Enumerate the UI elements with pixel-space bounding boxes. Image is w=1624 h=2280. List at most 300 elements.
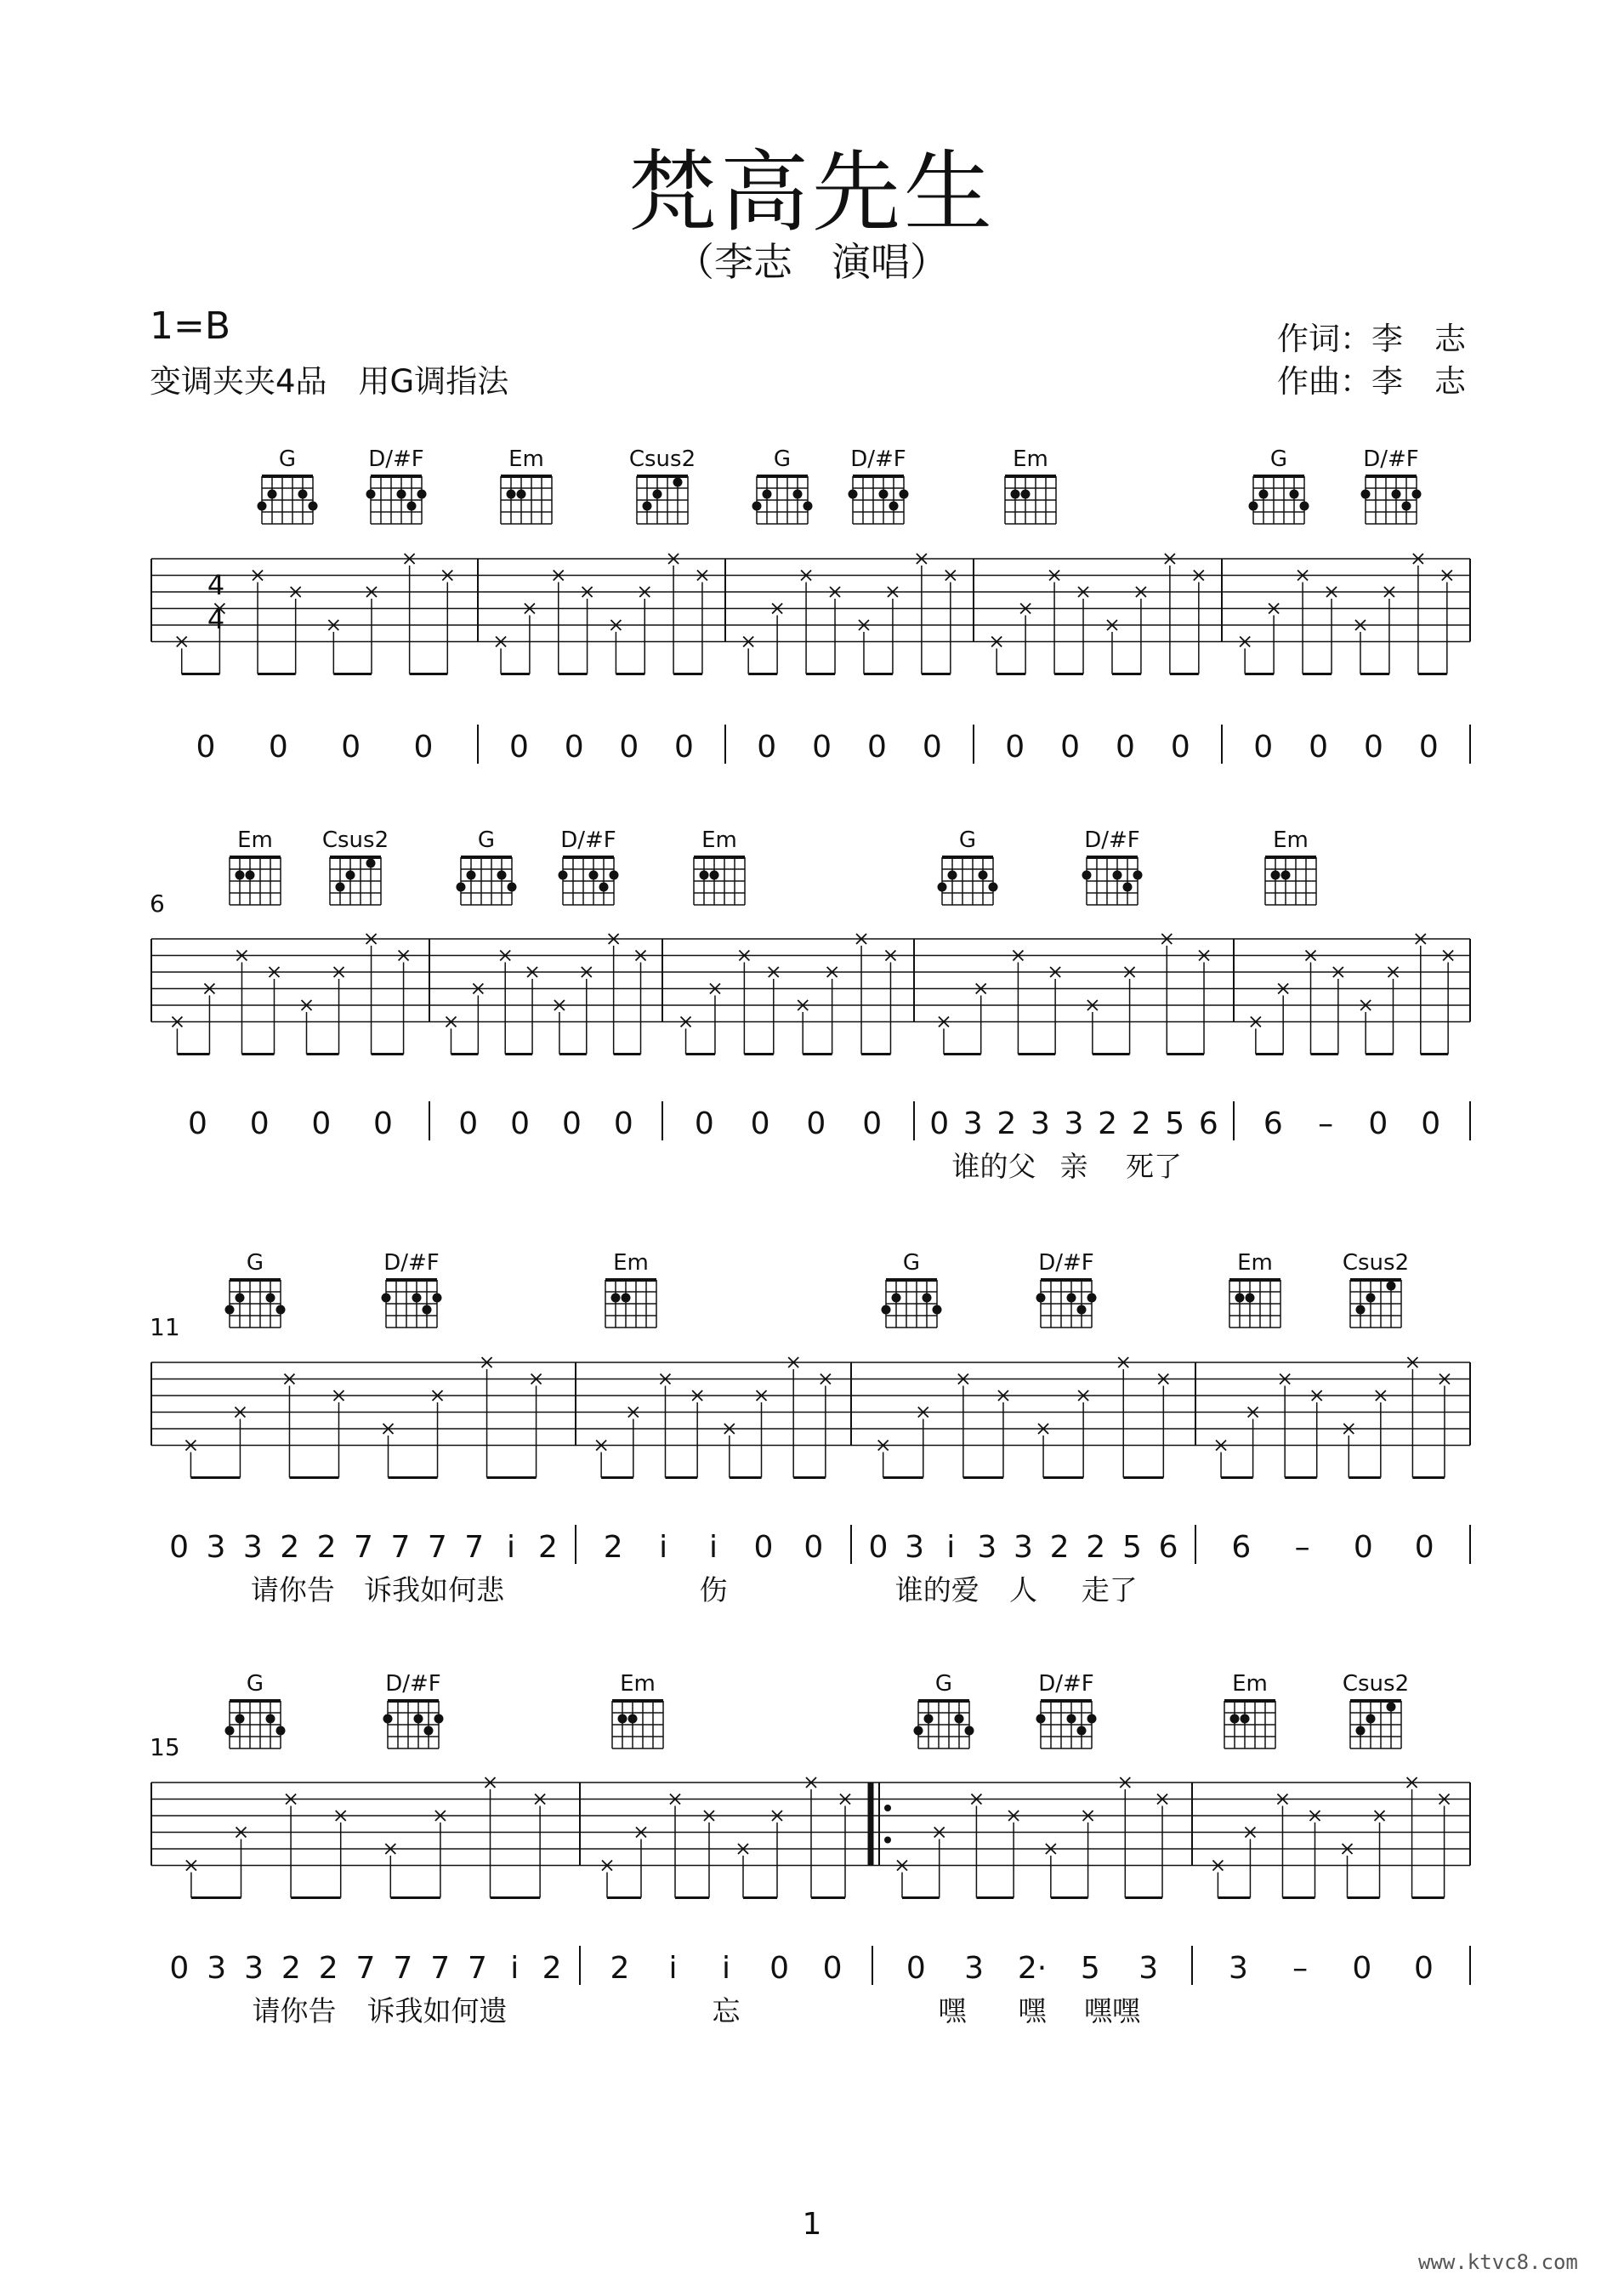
jianpu-note: 0 bbox=[694, 1106, 714, 1141]
jianpu-note: 0 bbox=[1414, 1530, 1434, 1565]
finger-dot bbox=[1259, 490, 1269, 499]
chord-row bbox=[230, 827, 1316, 905]
chord-name: Csus2 bbox=[628, 446, 696, 472]
finger-dot bbox=[965, 1726, 974, 1736]
finger-dot bbox=[793, 490, 803, 499]
finger-dot bbox=[1387, 1703, 1396, 1712]
jianpu-note: 3 bbox=[964, 1951, 985, 1986]
finger-dot bbox=[618, 1714, 627, 1724]
chord-diagram bbox=[258, 446, 318, 524]
jianpu-note: 0 bbox=[1368, 1106, 1388, 1141]
jianpu-note: 3 bbox=[1014, 1530, 1033, 1565]
finger-dot bbox=[1366, 1294, 1376, 1303]
jianpu-note: 0 bbox=[1363, 730, 1383, 765]
finger-dot bbox=[653, 490, 662, 499]
chord-name: G bbox=[773, 446, 792, 472]
lyric-text: 伤 bbox=[699, 1573, 728, 1606]
jianpu-note: 2 bbox=[318, 1951, 338, 1986]
finger-dot bbox=[1356, 1726, 1366, 1736]
finger-dot bbox=[417, 490, 427, 499]
chord-name: Em bbox=[620, 1671, 656, 1697]
jianpu-note: 3 bbox=[977, 1530, 997, 1565]
chord-name: G bbox=[278, 446, 297, 472]
jianpu-note: 0 bbox=[868, 1530, 889, 1565]
performer-subtitle: （李志 演唱） bbox=[675, 239, 949, 285]
jianpu-note: 2· bbox=[1017, 1951, 1048, 1986]
finger-dot bbox=[1133, 871, 1143, 880]
finger-dot bbox=[1387, 1282, 1396, 1291]
jianpu-note: 5 bbox=[1080, 1951, 1100, 1986]
finger-dot bbox=[611, 1294, 621, 1303]
finger-dot bbox=[266, 1714, 275, 1724]
finger-dot bbox=[424, 1726, 434, 1736]
jianpu-note: 3 bbox=[962, 1106, 983, 1141]
finger-dot bbox=[236, 871, 245, 880]
jianpu-note: 0 bbox=[929, 1106, 950, 1141]
finger-dot bbox=[1067, 1294, 1076, 1303]
finger-dot bbox=[948, 871, 957, 880]
chord-name: Em bbox=[1013, 446, 1048, 472]
finger-dot bbox=[1246, 1294, 1255, 1303]
chord-name: Em bbox=[1273, 827, 1309, 853]
repeat-dot bbox=[884, 1805, 891, 1811]
finger-dot bbox=[457, 883, 466, 892]
jianpu-note: 0 bbox=[341, 730, 361, 765]
jianpu-note: 7 bbox=[390, 1530, 411, 1565]
repeat-dot bbox=[884, 1837, 891, 1844]
jianpu-note: 0 bbox=[1060, 730, 1081, 765]
chord-name: G bbox=[246, 1671, 264, 1697]
finger-dot bbox=[1392, 490, 1401, 499]
chord-diagram bbox=[1036, 1250, 1097, 1328]
jianpu-note: 0 bbox=[373, 1106, 393, 1141]
jianpu-note: 3 bbox=[242, 1530, 263, 1565]
jianpu-note: i bbox=[659, 1530, 668, 1565]
chord-diagram bbox=[1229, 1250, 1280, 1328]
finger-dot bbox=[246, 871, 255, 880]
finger-dot bbox=[643, 502, 652, 511]
jianpu-note: 2 bbox=[542, 1951, 562, 1986]
chord-diagram bbox=[559, 827, 619, 905]
finger-dot bbox=[236, 1294, 245, 1303]
chord-name: D/#F bbox=[1038, 1250, 1094, 1276]
finger-dot bbox=[433, 1294, 442, 1303]
jianpu-row bbox=[169, 1946, 1470, 2027]
finger-dot bbox=[933, 1305, 942, 1315]
finger-dot bbox=[1077, 1305, 1087, 1315]
lyric-text: 忘 bbox=[712, 1994, 741, 2027]
chord-diagram bbox=[366, 446, 427, 524]
finger-dot bbox=[276, 1726, 286, 1736]
jianpu-note: 7 bbox=[354, 1530, 373, 1565]
finger-dot bbox=[924, 1714, 934, 1724]
chord-name: Csus2 bbox=[1342, 1671, 1410, 1697]
finger-dot bbox=[497, 871, 507, 880]
jianpu-note: 0 bbox=[674, 730, 694, 765]
chord-name: Em bbox=[701, 827, 737, 853]
finger-dot bbox=[673, 478, 683, 487]
time-signature-top: 4 bbox=[207, 569, 225, 601]
finger-dot bbox=[1067, 1714, 1076, 1724]
finger-dot bbox=[1235, 1294, 1245, 1303]
jianpu-note: 0 bbox=[196, 730, 216, 765]
jianpu-note: 3 bbox=[244, 1951, 264, 1986]
chord-name: D/#F bbox=[385, 1671, 441, 1697]
jianpu-note: 0 bbox=[510, 1106, 531, 1141]
jianpu-row bbox=[196, 725, 1470, 765]
chord-diagram bbox=[612, 1671, 663, 1748]
finger-dot bbox=[467, 871, 476, 880]
finger-dot bbox=[366, 859, 376, 868]
page-number: 1 bbox=[802, 2207, 822, 2242]
jianpu-note: 6 bbox=[1263, 1106, 1283, 1141]
jianpu-note: 0 bbox=[812, 730, 832, 765]
jianpu-note: 0 bbox=[169, 1951, 190, 1986]
jianpu-note: 0 bbox=[1309, 730, 1329, 765]
finger-dot bbox=[752, 502, 762, 511]
chord-name: D/#F bbox=[1084, 827, 1140, 853]
jianpu-note: 2 bbox=[316, 1530, 337, 1565]
chord-diagram bbox=[1005, 446, 1056, 524]
finger-dot bbox=[989, 883, 998, 892]
jianpu-note: 3 bbox=[207, 1951, 227, 1986]
site-watermark: www.ktvc8.com bbox=[1418, 2250, 1578, 2274]
lyric-text: 请你告 bbox=[252, 1994, 337, 2027]
chord-diagram bbox=[1265, 827, 1316, 905]
chord-diagram bbox=[914, 1671, 974, 1748]
finger-dot bbox=[889, 502, 899, 511]
jianpu-note: 0 bbox=[906, 1951, 926, 1986]
finger-dot bbox=[1271, 871, 1280, 880]
finger-dot bbox=[700, 871, 709, 880]
jianpu-note: 0 bbox=[1005, 730, 1025, 765]
finger-dot bbox=[225, 1726, 235, 1736]
chord-diagram bbox=[322, 827, 389, 905]
chord-diagram bbox=[752, 446, 813, 524]
jianpu-note: 0 bbox=[866, 730, 887, 765]
jianpu-note: 2 bbox=[603, 1530, 623, 1565]
chord-diagram bbox=[1249, 446, 1309, 524]
chord-diagram bbox=[1224, 1671, 1275, 1748]
finger-dot bbox=[1281, 871, 1291, 880]
finger-dot bbox=[1123, 883, 1133, 892]
jianpu-note: 0 bbox=[806, 1106, 826, 1141]
finger-dot bbox=[849, 490, 858, 499]
jianpu-note: 2 bbox=[281, 1951, 301, 1986]
finger-dot bbox=[1087, 1294, 1097, 1303]
time-signature-bottom: 4 bbox=[207, 603, 225, 635]
jianpu-note: 0 bbox=[757, 730, 777, 765]
jianpu-note: 0 bbox=[822, 1951, 843, 1986]
finger-dot bbox=[1249, 502, 1258, 511]
finger-dot bbox=[1011, 490, 1020, 499]
finger-dot bbox=[298, 490, 308, 499]
jianpu-note: 0 bbox=[619, 730, 639, 765]
finger-dot bbox=[1036, 1294, 1046, 1303]
chord-name: D/#F bbox=[560, 827, 616, 853]
chord-diagram bbox=[849, 446, 909, 524]
finger-dot bbox=[266, 1294, 275, 1303]
jianpu-note: 0 bbox=[458, 1106, 479, 1141]
finger-dot bbox=[879, 490, 889, 499]
lyric-text: 嘿 bbox=[938, 1994, 967, 2027]
chord-name: Csus2 bbox=[321, 827, 389, 853]
system-number: 15 bbox=[150, 1733, 180, 1761]
chord-name: G bbox=[246, 1250, 264, 1276]
finger-dot bbox=[1241, 1714, 1250, 1724]
jianpu-note: 3 bbox=[1139, 1951, 1159, 1986]
capo-instruction: 变调夹夹4品 用G调指法 bbox=[150, 363, 509, 400]
finger-dot bbox=[258, 502, 267, 511]
finger-dot bbox=[882, 1305, 891, 1315]
finger-dot bbox=[1290, 490, 1299, 499]
finger-dot bbox=[589, 871, 599, 880]
chord-diagram bbox=[225, 1250, 286, 1328]
chord-diagram bbox=[694, 827, 745, 905]
jianpu-note: 0 bbox=[509, 730, 529, 765]
chord-name: G bbox=[902, 1250, 921, 1276]
jianpu-note: 7 bbox=[430, 1951, 451, 1986]
lyric-text: 谁的父 bbox=[951, 1150, 1036, 1183]
jianpu-note: 0 bbox=[188, 1106, 207, 1141]
finger-dot bbox=[423, 1305, 432, 1315]
finger-dot bbox=[346, 871, 355, 880]
finger-dot bbox=[1082, 871, 1092, 880]
chord-name: Em bbox=[1232, 1671, 1268, 1697]
finger-dot bbox=[979, 871, 988, 880]
lyric-text: 死了 bbox=[1126, 1150, 1182, 1183]
jianpu-note: 0 bbox=[1115, 730, 1135, 765]
finger-dot bbox=[1412, 490, 1422, 499]
jianpu-note: 7 bbox=[427, 1530, 447, 1565]
finger-dot bbox=[508, 883, 517, 892]
finger-dot bbox=[914, 1726, 923, 1736]
finger-dot bbox=[225, 1305, 235, 1315]
finger-dot bbox=[397, 490, 406, 499]
chord-row bbox=[225, 1671, 1410, 1748]
finger-dot bbox=[336, 883, 345, 892]
jianpu-note: i bbox=[510, 1951, 520, 1986]
jianpu-note: 0 bbox=[561, 1106, 582, 1141]
lyric-text: 谁的爱 bbox=[894, 1573, 980, 1606]
jianpu-note: 0 bbox=[1353, 1530, 1373, 1565]
jianpu-note: 0 bbox=[803, 1530, 824, 1565]
jianpu-note: 2 bbox=[610, 1951, 630, 1986]
finger-dot bbox=[1361, 490, 1371, 499]
jianpu-note: 0 bbox=[311, 1106, 332, 1141]
jianpu-row bbox=[169, 1525, 1470, 1606]
jianpu-note: 0 bbox=[769, 1951, 789, 1986]
lyric-text: 诉我如何遗 bbox=[366, 1994, 508, 2027]
tab-staff bbox=[151, 554, 1470, 674]
finger-dot bbox=[1087, 1714, 1097, 1724]
jianpu-note: 5 bbox=[1165, 1106, 1185, 1141]
chord-diagram bbox=[938, 827, 998, 905]
jianpu-note: 2 bbox=[280, 1530, 300, 1565]
chord-diagram bbox=[605, 1250, 656, 1328]
jianpu-note: 3 bbox=[206, 1530, 226, 1565]
finger-dot bbox=[507, 490, 516, 499]
jianpu-note: 0 bbox=[1170, 730, 1190, 765]
chord-name: Em bbox=[508, 446, 544, 472]
lyricist-credit: 作词：李 志 bbox=[1277, 321, 1466, 357]
jianpu-note: 3 bbox=[1030, 1106, 1050, 1141]
finger-dot bbox=[236, 1714, 245, 1724]
finger-dot bbox=[559, 871, 568, 880]
finger-dot bbox=[803, 502, 813, 511]
jianpu-note: 7 bbox=[464, 1530, 485, 1565]
system-number: 11 bbox=[150, 1313, 180, 1341]
jianpu-note: 6 bbox=[1158, 1530, 1178, 1565]
lyric-text: 人 bbox=[1009, 1573, 1037, 1606]
jianpu-note: 0 bbox=[862, 1106, 883, 1141]
finger-dot bbox=[1402, 502, 1411, 511]
finger-dot bbox=[276, 1305, 286, 1315]
finger-dot bbox=[622, 1294, 631, 1303]
chord-diagram bbox=[1082, 827, 1143, 905]
tab-staff bbox=[151, 1777, 1470, 1898]
lyric-text: 嘿嘿 bbox=[1084, 1994, 1140, 2027]
chord-diagram bbox=[501, 446, 552, 524]
chord-diagram bbox=[1343, 1671, 1409, 1748]
finger-dot bbox=[955, 1714, 964, 1724]
jianpu-note: 0 bbox=[613, 1106, 633, 1141]
key-signature: 1=B bbox=[150, 304, 231, 348]
jianpu-note: i bbox=[668, 1951, 678, 1986]
finger-dot bbox=[1113, 871, 1122, 880]
lyric-text: 请你告 bbox=[250, 1573, 335, 1606]
jianpu-note: 7 bbox=[468, 1951, 487, 1986]
system-number: 6 bbox=[150, 890, 165, 918]
chord-row bbox=[225, 1250, 1410, 1328]
finger-dot bbox=[382, 1294, 391, 1303]
finger-dot bbox=[383, 1714, 393, 1724]
chord-name: G bbox=[1269, 446, 1288, 472]
jianpu-note: 0 bbox=[1253, 730, 1274, 765]
jianpu-note: 2 bbox=[1086, 1530, 1106, 1565]
chord-diagram bbox=[882, 1250, 942, 1328]
jianpu-note: – bbox=[1294, 1530, 1310, 1565]
jianpu-note: 0 bbox=[249, 1106, 270, 1141]
finger-dot bbox=[1356, 1305, 1366, 1315]
chord-name: D/#F bbox=[1363, 446, 1419, 472]
finger-dot bbox=[628, 1714, 638, 1724]
jianpu-note: 0 bbox=[1421, 1106, 1441, 1141]
chord-row bbox=[258, 446, 1422, 524]
tab-staff bbox=[151, 934, 1470, 1055]
jianpu-note: 0 bbox=[922, 730, 942, 765]
finger-dot bbox=[366, 490, 376, 499]
jianpu-row bbox=[188, 1101, 1470, 1183]
chord-name: D/#F bbox=[1038, 1671, 1094, 1697]
chord-diagram bbox=[629, 446, 696, 524]
jianpu-note: – bbox=[1292, 1951, 1309, 1986]
finger-dot bbox=[710, 871, 719, 880]
finger-dot bbox=[268, 490, 277, 499]
chord-name: D/#F bbox=[850, 446, 906, 472]
chord-name: Em bbox=[613, 1250, 649, 1276]
jianpu-note: 0 bbox=[750, 1106, 770, 1141]
chord-name: Em bbox=[237, 827, 273, 853]
finger-dot bbox=[1300, 502, 1309, 511]
jianpu-note: 2 bbox=[997, 1106, 1017, 1141]
lyric-text: 走了 bbox=[1081, 1573, 1138, 1606]
jianpu-note: 0 bbox=[413, 730, 434, 765]
finger-dot bbox=[610, 871, 619, 880]
finger-dot bbox=[434, 1714, 444, 1724]
jianpu-note: 2 bbox=[1098, 1106, 1118, 1141]
jianpu-note: 2 bbox=[1131, 1106, 1151, 1141]
jianpu-note: i bbox=[946, 1530, 956, 1565]
chord-name: Csus2 bbox=[1342, 1250, 1410, 1276]
chord-diagram bbox=[225, 1671, 286, 1748]
finger-dot bbox=[763, 490, 772, 499]
finger-dot bbox=[938, 883, 947, 892]
finger-dot bbox=[309, 502, 318, 511]
chord-name: Em bbox=[1237, 1250, 1273, 1276]
lyric-text: 嘿 bbox=[1018, 1994, 1047, 2027]
chord-name: G bbox=[934, 1671, 953, 1697]
jianpu-note: 2 bbox=[1049, 1530, 1070, 1565]
chord-diagram bbox=[1036, 1671, 1097, 1748]
composer-credit: 作曲：李 志 bbox=[1277, 363, 1466, 400]
jianpu-note: 3 bbox=[1064, 1106, 1084, 1141]
chord-name: G bbox=[958, 827, 977, 853]
jianpu-note: i bbox=[708, 1530, 718, 1565]
finger-dot bbox=[407, 502, 417, 511]
jianpu-note: 5 bbox=[1121, 1530, 1142, 1565]
jianpu-note: 0 bbox=[1414, 1951, 1434, 1986]
lyric-text: 诉我如何悲 bbox=[364, 1573, 505, 1606]
chord-diagram bbox=[383, 1671, 444, 1748]
jianpu-note: 0 bbox=[1418, 730, 1439, 765]
jianpu-note: 6 bbox=[1198, 1106, 1218, 1141]
finger-dot bbox=[1230, 1714, 1240, 1724]
jianpu-note: 0 bbox=[753, 1530, 774, 1565]
chord-diagram bbox=[457, 827, 517, 905]
finger-dot bbox=[892, 1294, 901, 1303]
finger-dot bbox=[1021, 490, 1031, 499]
jianpu-note: 3 bbox=[905, 1530, 925, 1565]
finger-dot bbox=[1366, 1714, 1376, 1724]
chord-diagram bbox=[1343, 1250, 1409, 1328]
lyric-text: 亲 bbox=[1059, 1150, 1088, 1183]
jianpu-note: 3 bbox=[1229, 1951, 1248, 1986]
chord-name: D/#F bbox=[383, 1250, 440, 1276]
chord-name: D/#F bbox=[368, 446, 424, 472]
jianpu-note: 0 bbox=[564, 730, 584, 765]
chord-name: G bbox=[477, 827, 496, 853]
finger-dot bbox=[923, 1294, 932, 1303]
finger-dot bbox=[1077, 1726, 1087, 1736]
finger-dot bbox=[517, 490, 526, 499]
finger-dot bbox=[900, 490, 909, 499]
jianpu-note: 0 bbox=[1352, 1951, 1372, 1986]
finger-dot bbox=[599, 883, 609, 892]
finger-dot bbox=[1036, 1714, 1046, 1724]
chord-diagram bbox=[1361, 446, 1422, 524]
chord-diagram bbox=[230, 827, 281, 905]
finger-dot bbox=[412, 1294, 422, 1303]
jianpu-note: 7 bbox=[355, 1951, 376, 1986]
jianpu-note: 0 bbox=[169, 1530, 189, 1565]
finger-dot bbox=[414, 1714, 423, 1724]
jianpu-note: 7 bbox=[393, 1951, 413, 1986]
chord-diagram bbox=[382, 1250, 442, 1328]
jianpu-note: 0 bbox=[268, 730, 288, 765]
tab-staff bbox=[151, 1357, 1470, 1478]
jianpu-note: i bbox=[721, 1951, 731, 1986]
